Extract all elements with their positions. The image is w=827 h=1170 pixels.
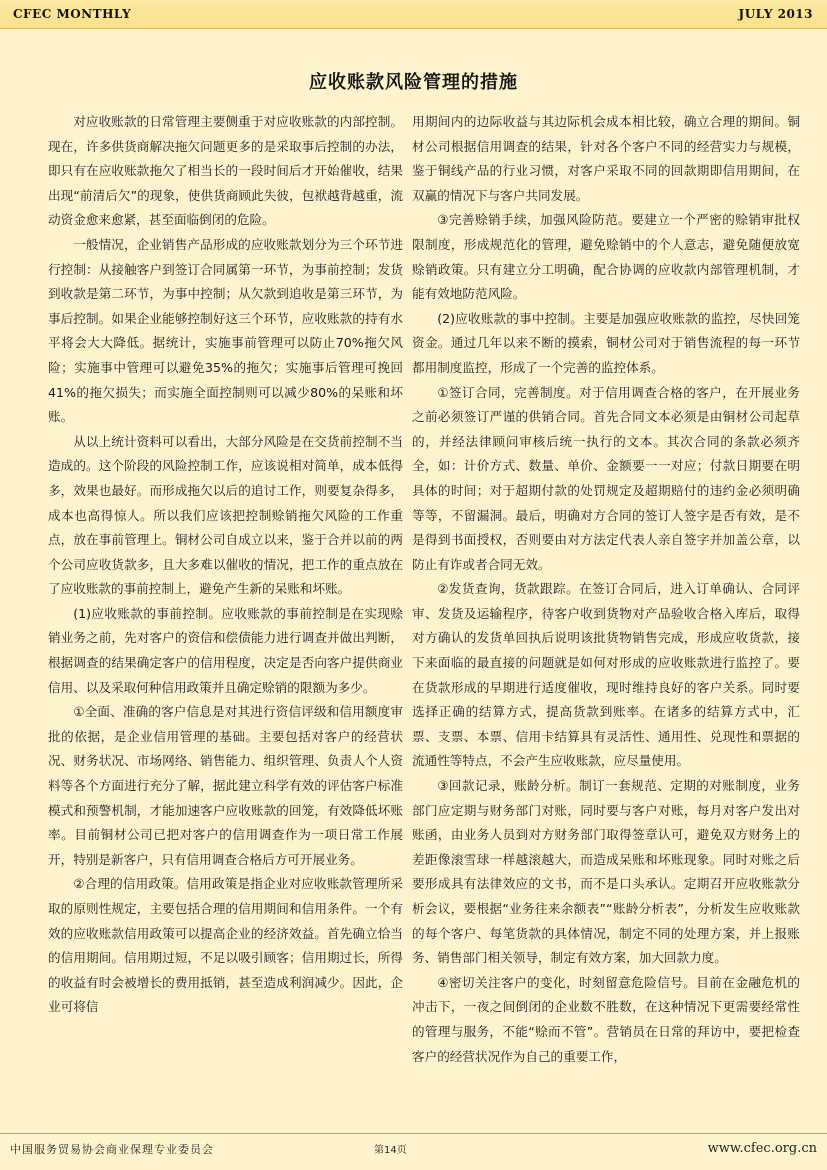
paragraph: ①签订合同，完善制度。对于信用调查合格的客户，在开展业务之前必须签订严谨的供销合同。首先合同文本必须是由铜材公司起草的，并经法律顾问审核后统一执行的文本。其次合同的条款必须齐全，如：计价方式、数量、单价、金额要一一对应；付款日期要在明具体的时间；对于超期付款的处罚规定及超期赔付的违约金必须明确等等，不留漏洞。最后，明确对方合同的签订人签字是否有效，是不是得到书面授权，否则要由对方法定代表人亲自签字并加盖公章，以防止有诈或者合同无效。 [412, 384, 800, 572]
paragraph: ③完善赊销手续，加强风险防范。要建立一个严密的赊销审批权限制度，形成规范化的管理，避免赊销中的个人意志，避免随便放宽赊销政策。只有建立分工明确，配合协调的应收款内部管理机制，才能有效地防范风险。 [412, 212, 800, 302]
paragraph: 从以上统计资料可以看出，大部分风险是在交货前控制不当造成的。这个阶段的风险控制工作，应该说相对简单，成本低得多，效果也最好。而形成拖欠以后的追讨工作，则要复杂得多，成本也高得惊人。所以我们应该把控制赊销拖欠风险的工作重点，放在事前管理上。铜材公司自成立以来，鉴于合并以前的两个公司应收货款多，且大多难以催收的情况，把工作的重点放在了应收账款的事前控制上，避免产生新的呆账和坏账。 [48, 433, 403, 597]
issue-date: JULY 2013 [738, 7, 813, 21]
header-bar [0, 0, 827, 29]
paragraph: 对应收账款的日常管理主要侧重于对应收账款的内部控制。现在，许多供货商解决拖欠问题更多的是采取事后控制的办法，即只有在应收账款拖欠了相当长的一段时间后才开始催收，结果出现“前清后欠”的现象，使供货商顾此失彼，包袱越背越重，流动资金愈来愈紧，甚至面临倒闭的危险。 [48, 114, 403, 228]
footer-website-link[interactable]: www.cfec.org.cn [707, 1141, 817, 1156]
footer-organization: 中国服务贸易协会商业保理专业委员会 [10, 1143, 214, 1156]
paragraph: ③回款记录，账龄分析。制订一套规范、定期的对账制度，业务部门应定期与财务部门对账，同时要与客户对账，每月对客户发出对账函，由业务人员到对方财务部门取得签章认可，避免双方财务上的差距像滚雪球一样越滚越大，而造成呆账和坏账现象。同时对账之后要形成具有法律效应的文书，而不是口头承认。定期召开应收账款分析会议，要根据“业务往来余额表”“账龄分析表”，分析发生应收账款的每个客户、每笔货款的具体情况，制定不同的处理方案，并上报账务、销售部门相关领导，制定有效方案，加大回款力度。 [412, 778, 800, 966]
article-title: 应收账款风险管理的措施 [309, 72, 518, 93]
left-column [48, 110, 403, 1020]
paragraph: ④密切关注客户的变化，时刻留意危险信号。目前在金融危机的冲击下，一夜之间倒闭的企业数不胜数，在这种情况下更需要经常性的管理与服务，不能“赊而不管”。营销员在日常的拜访中，要把检查客户的经营状况作为自己的重要工作， [412, 974, 800, 1064]
paragraph: 一般情况，企业销售产品形成的应收账款划分为三个环节进行控制：从接触客户到签订合同属第一环节，为事前控制；发货到收款是第二环节，为事中控制；从欠款到追收是第三环节，为事后控制。如果企业能够控制好这三个环节，应收账款的持有水平将会大大降低。据统计，实施事前管理可以防止70%拖欠风险；实施事中管理可以避免35%的拖欠；实施事后管理可挽回41%的拖欠损失；而实施全面控制则可以减少80%的呆账和坏账。 [48, 236, 403, 425]
paragraph: ②合理的信用政策。信用政策是指企业对应收账款管理所采取的原则性规定，主要包括合理的信用期间和信用条件。一个有效的应收账款信用政策可以提高企业的经济效益。首先确立恰当的信用期间。信用期过短，不足以吸引顾客；信用期过长，所得的收益有时会被增长的费用抵销，甚至造成利润减少。因此，企业可将信 [48, 876, 403, 1015]
right-column [412, 110, 800, 1069]
paragraph: (2)应收账款的事中控制。主要是加强应收账款的监控，尽快回笼资金。通过几年以来不断的摸索，铜材公司对于销售流程的每一环节都用制度监控，形成了一个完善的监控体系。 [412, 310, 800, 375]
footer-divider [0, 1133, 827, 1134]
paragraph: ②发货查询，货款跟踪。在签订合同后，进入订单确认、合同评审、发货及运输程序，待客户收到货物对产品验收合格入库后，取得对方确认的发货单回执后说明该批货物销售完成，形成应收货款，接下来面临的最直接的问题就是如何对形成的应收账款进行监控了。要在货款形成的早期进行适度催收，现时维持良好的客户关系。同时要选择正确的结算方式，提高货款到账率。在诸多的结算方式中，汇票、支票、本票、信用卡结算具有灵活性、通用性、兑现性和票据的流通性等特点，不会产生应收账款，应尽量使用。 [412, 581, 800, 769]
magazine-name: CFEC MONTHLY [13, 7, 132, 21]
paragraph: (1)应收账款的事前控制。应收账款的事前控制是在实现赊销业务之前，先对客户的资信和偿债能力进行调查并做出判断，根据调查的结果确定客户的信用程度，决定是否向客户提供商业信用、以及采取何种信用政策并且确定赊销的限额为多少。 [48, 605, 403, 695]
page-number: 第14页 [374, 1145, 407, 1156]
paragraph: 用期间内的边际收益与其边际机会成本相比较，确立合理的期间。铜材公司根据信用调查的结果，针对各个客户不同的经营实力与规模，鉴于铜线产品的行业习惯，对客户采取不同的回款期即信用期间，在双赢的情况下与客户共同发展。 [412, 114, 800, 203]
paragraph: ①全面、准确的客户信息是对其进行资信评级和信用额度审批的依据，是企业信用管理的基础。主要包括对客户的经营状况、财务状况、市场网络、销售能力、组织管理、负责人个人资料等各个方面进行充分了解，据此建立科学有效的评估客户标准模式和预警机制，才能加速客户应收账款的回笼，有效降低坏账率。目前铜材公司已把对客户的信用调查作为一项日常工作展开，特别是新客户，只有信用调查合格后方可开展业务。 [48, 704, 403, 867]
